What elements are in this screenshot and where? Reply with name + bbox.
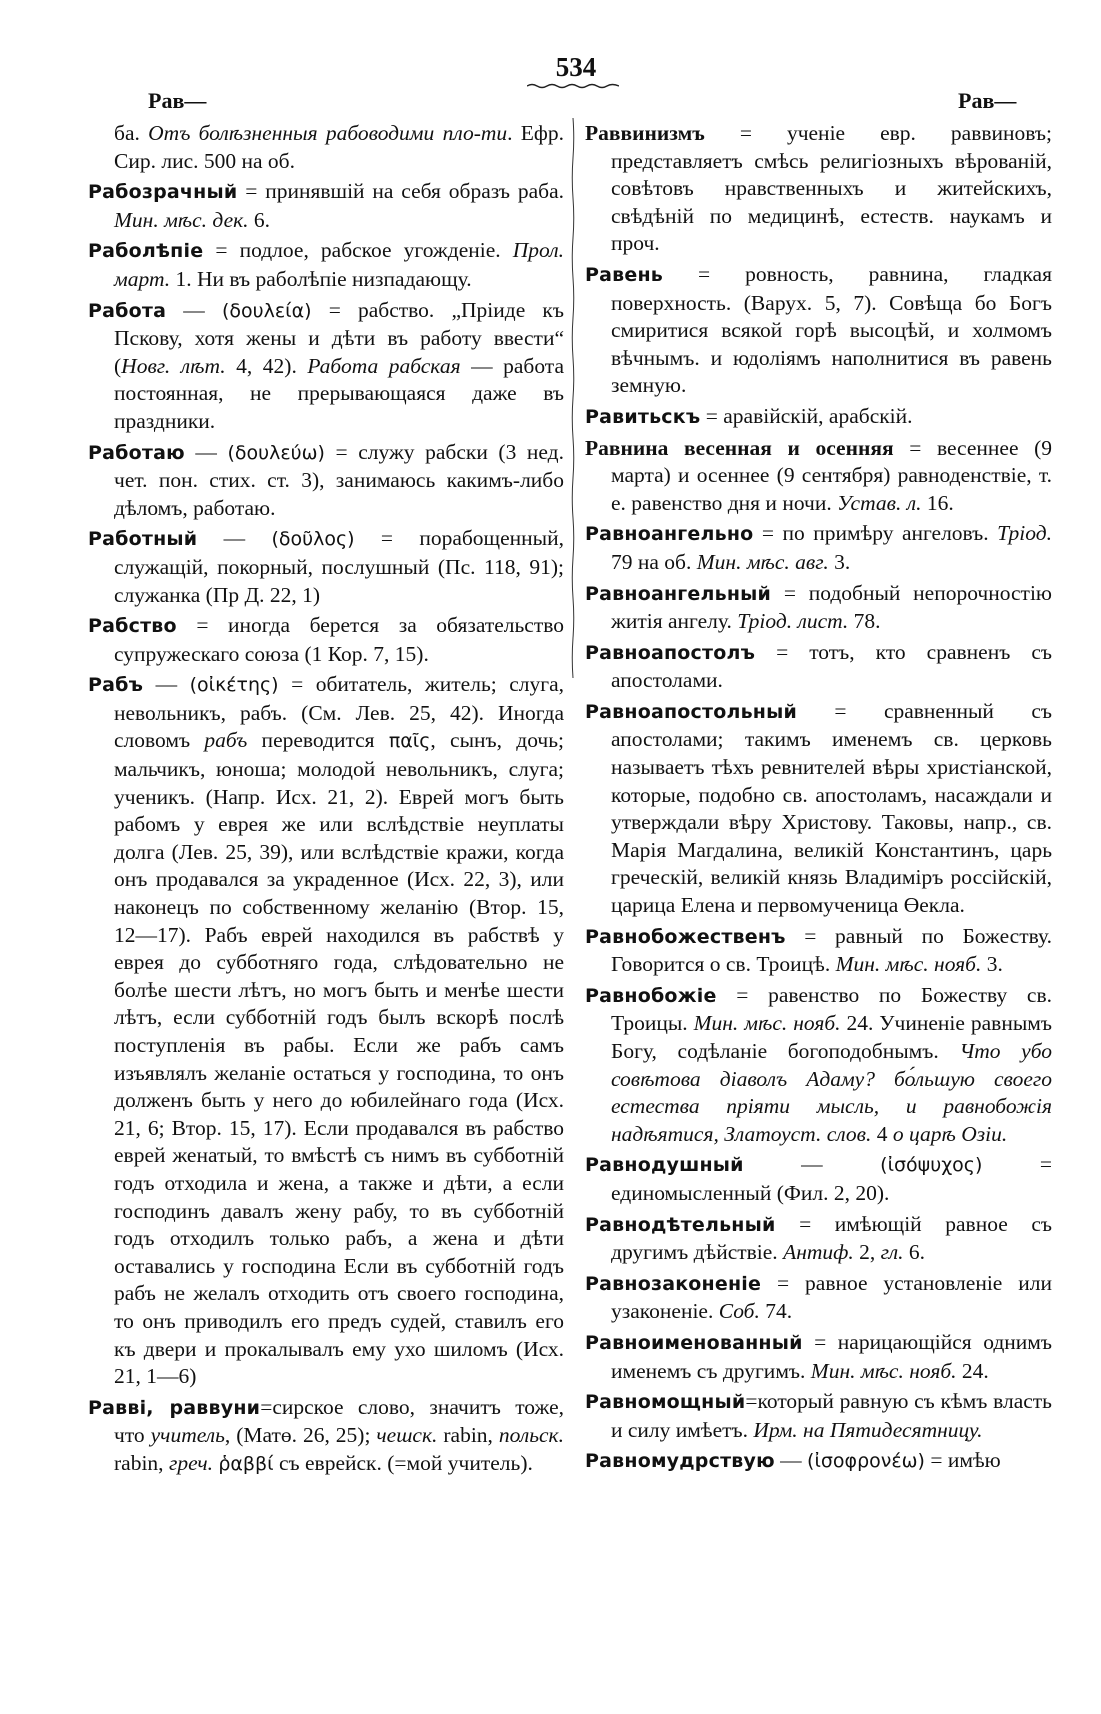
page-number: 534 <box>555 52 597 82</box>
definition-text: = тотъ, кто сравненъ съ апостолами. <box>611 639 1052 693</box>
headword: Рабъ <box>88 674 144 697</box>
definition-text: = рабство. „Пріиде къ Пскову, хотя жены и дѣти въ работу ввести“ ( <box>114 297 564 378</box>
definition-text: = подлое, рабское угожденіе. <box>203 238 513 263</box>
greek-term: (δουλεία) <box>221 299 312 322</box>
text: . Ефр. Сир. лис. 500 на об. <box>114 121 564 173</box>
text: ба. <box>114 121 149 145</box>
definition-text: = порабощенный, служащій, покорный, послушный (Пс. 118, 91); служанка (Пр Д. 22, 1) <box>114 526 564 607</box>
definition-text: = имѣю <box>924 1448 1001 1473</box>
definition-text: переводится <box>247 728 389 753</box>
headword: Рабозрачный <box>88 181 238 204</box>
definition-text: — <box>143 672 190 697</box>
dictionary-entry <box>585 520 1052 576</box>
headword: Равень <box>585 263 663 286</box>
dictionary-entry <box>585 435 1052 518</box>
decorative-wavy-rule <box>527 82 619 90</box>
definition-text: = сравненный съ апостолами; такимъ именемъ св. церковь называетъ тѣхъ ревнителей вѣры христіанской, которые, подобно св. апостоламъ, насаждали и утверждали вѣру Христову. Таковы, напр., св. Марія Магдалина, великій Константинъ, царь греческій, великій князь Владиміръ россійскій, царица Елена и первомученица Өекла. <box>611 698 1052 918</box>
italic-citation: рабъ <box>204 728 248 753</box>
greek-term: (δοῦλος) <box>271 528 355 551</box>
definition-text: =сирское слово, значитъ тоже, что <box>114 1394 565 1448</box>
italic-citation: Тріод. лист. <box>737 609 849 634</box>
definition-text: rabin, <box>114 1450 169 1475</box>
italic-citation: Мин. мѣс. авг. <box>696 549 829 574</box>
definition-text: 74. <box>759 1299 793 1324</box>
italic-citation: Отъ болѣзненныя рабоводими пло-ти <box>148 121 508 145</box>
left-column <box>88 120 564 1482</box>
dictionary-entry <box>88 525 564 609</box>
definition-text: = аравійскій, арабскій. <box>700 403 913 428</box>
definition-text: = иногда берется за обязательство супружескаго союза (1 Кор. 7, 15). <box>114 613 564 666</box>
definition-text: = ученіе евр. раввиновъ; представляетъ смѣсь религіозныхъ вѣрованій, совѣтовъ нравственныхъ и житейскихъ, свѣдѣній по медицинѣ, естеств. наукамъ и проч. <box>611 121 1052 256</box>
right-column <box>585 120 1052 1479</box>
definition-text: = обитатель, житель; слуга, невольникъ, рабъ. (См. Лев. 25, 42). Иногда словомъ <box>114 672 564 753</box>
dictionary-entry <box>585 261 1052 400</box>
dictionary-entry <box>88 178 564 234</box>
dictionary-entry <box>585 1151 1052 1207</box>
italic-citation: чешск. <box>376 1423 438 1448</box>
headword: Равві, раввуни <box>88 1396 261 1419</box>
italic-citation: Прол. март. <box>114 238 564 291</box>
headword: Раболѣпіе <box>88 240 204 263</box>
dictionary-entry <box>585 1270 1052 1326</box>
definition-text: = нарицающійся однимъ именемъ съ другимъ. <box>611 1329 1052 1383</box>
definition-text: съ еврейск. (=мой учитель). <box>273 1450 533 1475</box>
definition-text: , сынъ, дочь; мальчикъ, юноша; молодой невольникъ, слуга; ученикъ. (Напр. Исх. 21, 2). Еврей могъ быть рабомъ у еврея же или вслѣдствіе неуплаты долга (Лев. 25, 39), или вслѣдствіе кражи, когда онъ продавался за украденное (Исх. 22, 3), или наконецъ по собственному желанію (Втор. 15, 12—17). Рабъ еврей находился въ рабствѣ у еврея до субботняго года, слѣдовательно не болѣе шести лѣтъ, но могъ быть и менѣе шести лѣтъ, если субботній годъ былъ вскорѣ послѣ поступленія въ рабы. Если же рабъ самъ изъявлялъ желаніе остаться у господина, то онъ долженъ быть у него до юбилейнаго года (Исх. 21, 6; Втор. 15, 17). Если продавался въ рабство еврей женатый, то вмѣстѣ съ нимъ въ субботній годъ отходила и жена, а также и дѣти, а если господинъ давалъ жену рабу, то въ субботній годъ отходилъ только рабъ, а жена и дѣти оставались у господина Если въ субботній годъ рабъ не желалъ отходить отъ своего господина, то онъ приводилъ его предъ судей, ставилъ его къ двери и прокалывалъ ему ухо шиломъ (Исх. 21, 1—6) <box>114 728 565 1389</box>
dictionary-entry <box>88 237 564 293</box>
definition-text: = равный по Божеству. Говорится о св. Троицѣ. <box>611 923 1052 977</box>
definition-text: 3. <box>828 549 851 574</box>
dictionary-entry <box>88 1394 564 1479</box>
definition-text: 6. <box>248 207 271 232</box>
italic-citation: греч. <box>168 1450 213 1475</box>
left-entries <box>88 178 564 1478</box>
italic-citation: Что убо совѣтова діаволъ Адаму? бо́льшую своего естества пріяти мысль, и равнобожія надѣятися, Златоуст. слов. <box>611 1039 1052 1146</box>
greek-term: (ἰσοφρονέω) <box>807 1450 925 1473</box>
dictionary-entry <box>585 923 1052 979</box>
headword: Равнозаконеніе <box>585 1272 762 1295</box>
definition-text: , (Матө. 26, 25); <box>224 1423 377 1448</box>
dictionary-entry <box>585 580 1052 636</box>
dictionary-entry <box>585 1447 1052 1476</box>
italic-citation: Мин. мѣс. дек. <box>114 207 249 232</box>
italic-citation: Работа рабская <box>307 353 461 378</box>
headword: Раввинизмъ <box>585 121 705 145</box>
definition-text: 2, <box>853 1240 881 1265</box>
dictionary-entry <box>585 1211 1052 1267</box>
greek-term: παῖς <box>388 730 431 753</box>
italic-citation: учитель <box>150 1423 225 1448</box>
italic-citation: Мин. мѣс. нояб. <box>835 952 982 977</box>
definition-text: 79 на об. <box>611 549 697 574</box>
definition-text: = равенство по Божеству св. Троицы. <box>611 982 1052 1036</box>
definition-text: =который равную съ кѣмъ власть и силу имѣетъ. <box>611 1389 1052 1442</box>
italic-citation: Тріод. <box>997 521 1052 546</box>
definition-text: = принявшій на себя образъ раба. <box>237 179 564 204</box>
headword: Равноангельный <box>585 582 772 605</box>
definition-text: — <box>184 439 228 464</box>
headword: Равнобожіе <box>585 984 717 1007</box>
greek-term: ῥαββί <box>218 1452 274 1475</box>
definition-text: 3. <box>981 952 1003 977</box>
definition-text: 4, 42). <box>225 353 308 378</box>
definition-text: = единомысленный (Фил. 2, 20). <box>611 1152 1052 1205</box>
italic-citation: Соб. <box>718 1299 760 1324</box>
italic-citation: о царѣ Озіи. <box>892 1121 1008 1146</box>
dictionary-entry <box>585 1388 1052 1444</box>
definition-text: rabin, <box>437 1423 499 1448</box>
column-separator <box>571 118 575 678</box>
dictionary-entry <box>585 639 1052 695</box>
italic-citation: гл. <box>880 1240 904 1265</box>
definition-text: — <box>197 526 272 551</box>
greek-term: (δουλεύω) <box>227 441 325 464</box>
headword: Равномудрствую <box>585 1450 775 1473</box>
dictionary-entry <box>88 612 564 668</box>
headword: Равноангельно <box>585 523 754 546</box>
definition-text: 78. <box>848 609 881 634</box>
headword: Равнодушный <box>585 1154 744 1177</box>
headword: Работаю <box>88 441 185 464</box>
italic-citation: польск. <box>498 1423 564 1448</box>
italic-citation: Новг. лѣт. <box>121 353 226 378</box>
headword: Равнодѣтельный <box>585 1213 776 1236</box>
dictionary-entry <box>585 698 1052 920</box>
greek-term: (οἰκέτης) <box>189 674 279 697</box>
dictionary-entry <box>88 297 564 436</box>
italic-citation: Антиф. <box>783 1240 854 1265</box>
dictionary-entry <box>88 671 564 1390</box>
headword: Равноапостольный <box>585 700 798 723</box>
definition-text: — <box>743 1152 881 1177</box>
running-head-right: Рав— <box>958 88 1017 113</box>
headword: Равномощный <box>585 1391 746 1414</box>
definition-text: = служу рабски (3 нед. чет. пон. стих. ст. 3), занимаюсь какимъ-либо дѣломъ, работаю. <box>114 439 564 520</box>
dictionary-entry <box>585 982 1052 1149</box>
italic-citation: Устав. л. <box>837 490 922 515</box>
definition-text: — работа постоянная, не прерывающаяся даже въ праздники. <box>114 353 564 433</box>
italic-citation: Мин. мѣс. нояб. <box>810 1358 957 1383</box>
dictionary-entry <box>585 1329 1052 1385</box>
greek-term: (ἰσόψυχος) <box>880 1154 983 1177</box>
dictionary-entry <box>88 439 564 523</box>
definition-text: 24. <box>956 1358 989 1383</box>
definition-text: 1. Ни въ раболѣпіе низпадающу. <box>170 266 472 291</box>
italic-citation: Мин. мѣс. нояб. <box>693 1011 841 1036</box>
definition-text: = имѣющій равное съ другимъ дѣйствіе. <box>611 1211 1052 1265</box>
dictionary-entry <box>585 403 1052 432</box>
headword: Равноименованный <box>585 1331 803 1354</box>
definition-text: = равное установленіе или узаконеніе. <box>611 1270 1052 1324</box>
dictionary-entry <box>585 120 1052 258</box>
headword: Работный <box>88 528 198 551</box>
definition-text: 24. Учиненіе равнымъ Богу, содѣланіе богоподобнымъ. <box>611 1011 1052 1063</box>
italic-citation: Ирм. на Пятидесятницу. <box>753 1417 983 1442</box>
headword: Равнина весенная и осенняя <box>585 435 894 460</box>
definition-text: = по примѣру ангеловъ. <box>753 521 998 546</box>
headword: Равноапостолъ <box>585 641 756 664</box>
definition-text: = весеннее (9 марта) и осеннее (9 сентября) равноденствіе, т. е. равенство дня и ночи. <box>611 435 1052 515</box>
definition-text: — <box>166 297 222 322</box>
definition-text: 4 <box>871 1121 893 1146</box>
headword: Равнобожественъ <box>585 925 786 948</box>
right-entries <box>585 120 1052 1476</box>
headword: Равитьскъ <box>585 405 701 428</box>
definition-text: — <box>774 1448 808 1473</box>
definition-text: = ровность, равнина, гладкая поверхность. (Варух. 5, 7). Совѣща бо Богъ смиритися всякой горѣ высоцѣй, и холмомъ вѣчнымъ. и юдоліямъ наполнитися въ равень земную. <box>611 261 1052 398</box>
headword: Работа <box>88 299 167 322</box>
continuation-paragraph <box>88 120 564 175</box>
running-head-left: Рав— <box>148 88 207 113</box>
definition-text: = подобный непорочностію житія ангелу. <box>611 580 1052 634</box>
definition-text: 16. <box>921 490 954 515</box>
headword: Рабство <box>88 615 177 638</box>
definition-text: 6. <box>903 1240 926 1265</box>
